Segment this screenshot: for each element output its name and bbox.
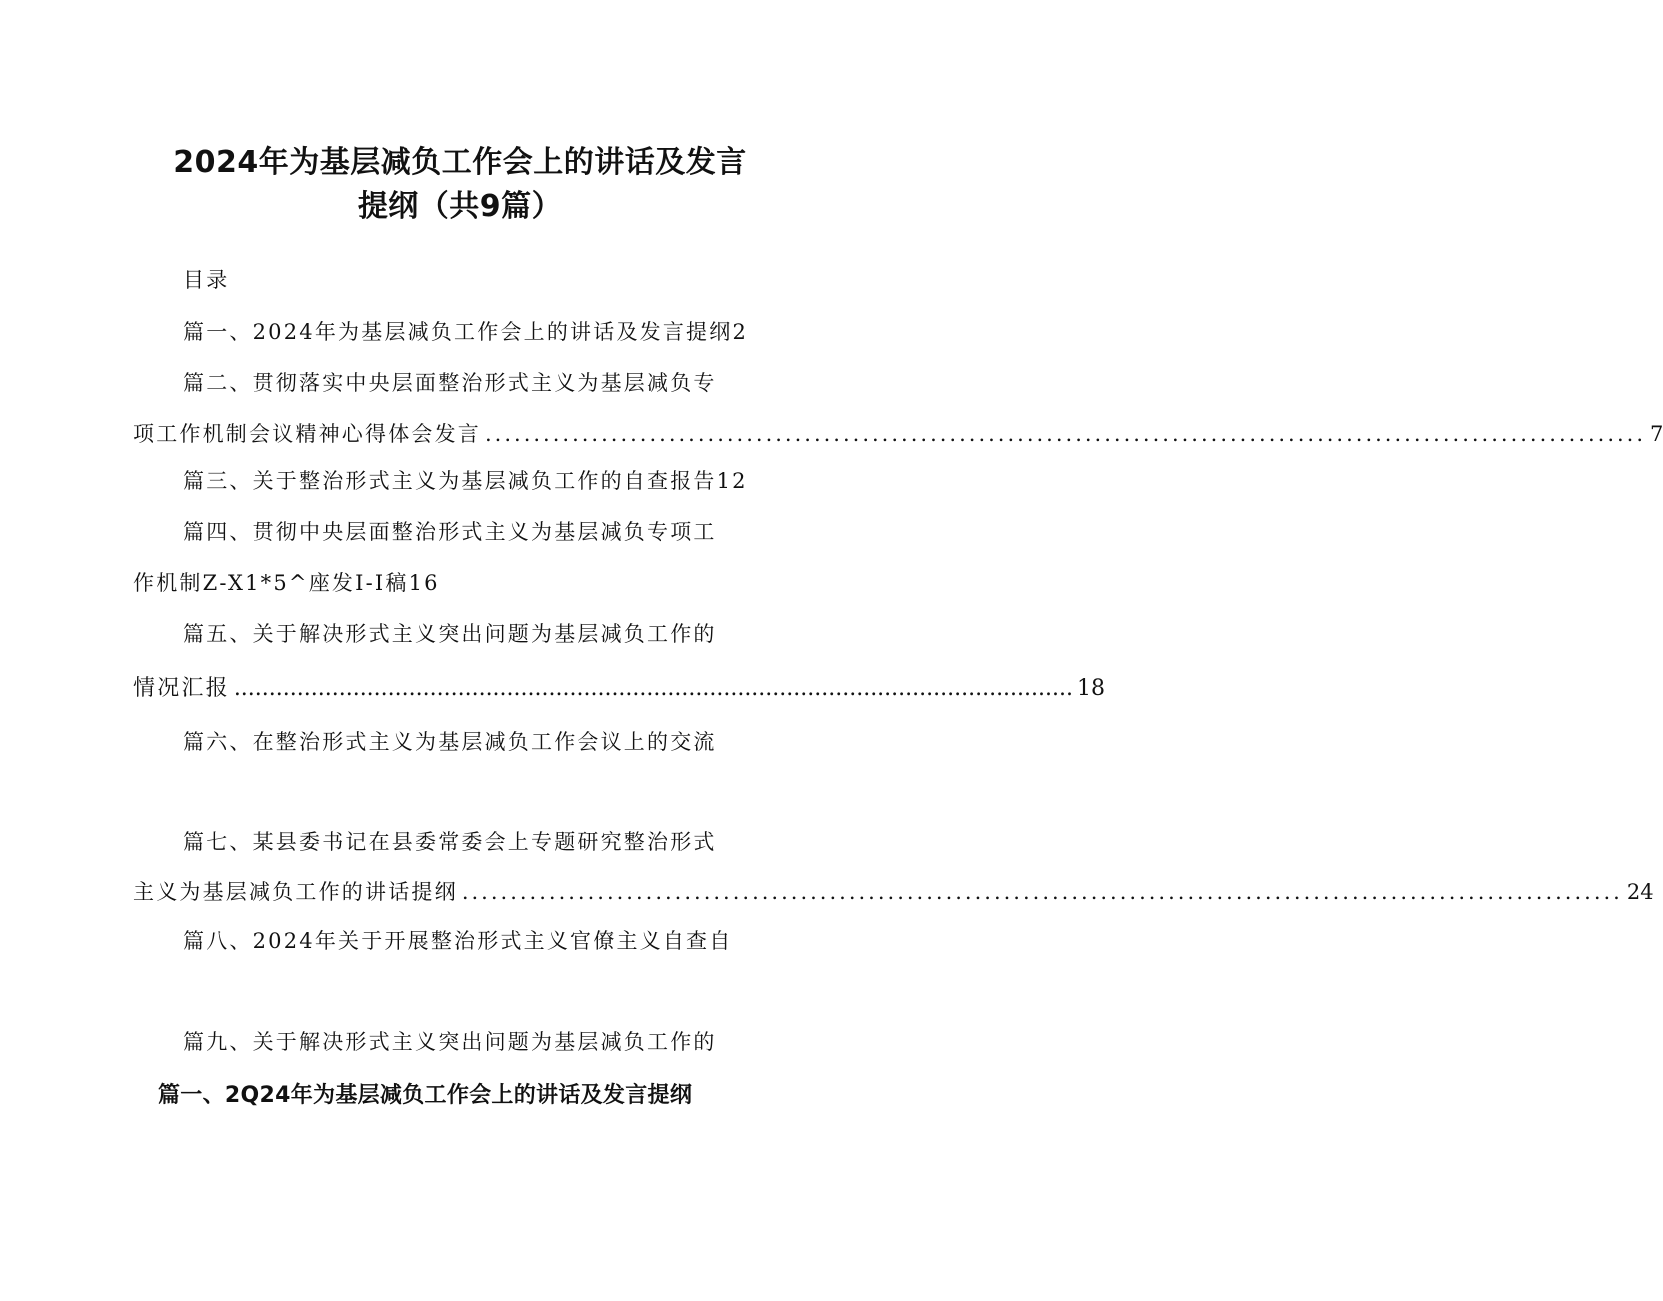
toc-entry-5-line-2	[133, 674, 1105, 704]
toc-page-number: 7	[1650, 422, 1663, 446]
toc-entry-2-line-1: 篇二、贯彻落实中央层面整治形式主义为基层减负专	[183, 371, 717, 395]
toc-entry-4-line-1: 篇四、贯彻中央层面整治形式主义为基层减负专项工	[183, 520, 717, 544]
toc-page-number: 24	[1626, 880, 1654, 904]
dot-leader: ........................................................................................................................	[233, 676, 1073, 701]
toc-entry-4-line-2: 作机制Z-X1*5^座发I-I稿16	[133, 571, 440, 595]
toc-entry-9: 篇九、关于解决形式主义突出问题为基层减负工作的	[183, 1030, 717, 1054]
document-title-line-1: 2024年为基层减负工作会上的讲话及发言	[173, 145, 747, 180]
document-title-line-2: 提纲（共9篇）	[357, 189, 563, 224]
toc-heading: 目录	[183, 268, 230, 292]
toc-entry-7-line-2	[133, 877, 1654, 907]
section-heading: 篇一、2Q24年为基层减负工作会上的讲话及发言提纲	[158, 1083, 693, 1108]
toc-entry-3: 篇三、关于整治形式主义为基层减负工作的自查报告12	[183, 469, 748, 493]
toc-entry-text: 项工作机制会议精神心得体会发言	[133, 422, 481, 446]
dot-leader: ........................................................................................................................	[485, 422, 1647, 446]
toc-entry-7-line-1: 篇七、某县委书记在县委常委会上专题研究整治形式	[183, 830, 717, 854]
toc-entry-2-line-2	[133, 419, 1663, 449]
toc-entry-text: 情况汇报	[133, 676, 230, 701]
toc-entry-5-line-1: 篇五、关于解决形式主义突出问题为基层减负工作的	[183, 622, 717, 646]
toc-entry-text: 主义为基层减负工作的讲话提纲	[133, 880, 458, 904]
toc-entry-6: 篇六、在整治形式主义为基层减负工作会议上的交流	[183, 730, 717, 754]
dot-leader: ........................................................................................................................	[461, 880, 1623, 904]
toc-entry-1: 篇一、2024年为基层减负工作会上的讲话及发言提纲2	[183, 320, 749, 344]
toc-page-number: 18	[1077, 676, 1105, 701]
toc-entry-8: 篇八、2024年关于开展整治形式主义官僚主义自查自	[183, 929, 733, 953]
